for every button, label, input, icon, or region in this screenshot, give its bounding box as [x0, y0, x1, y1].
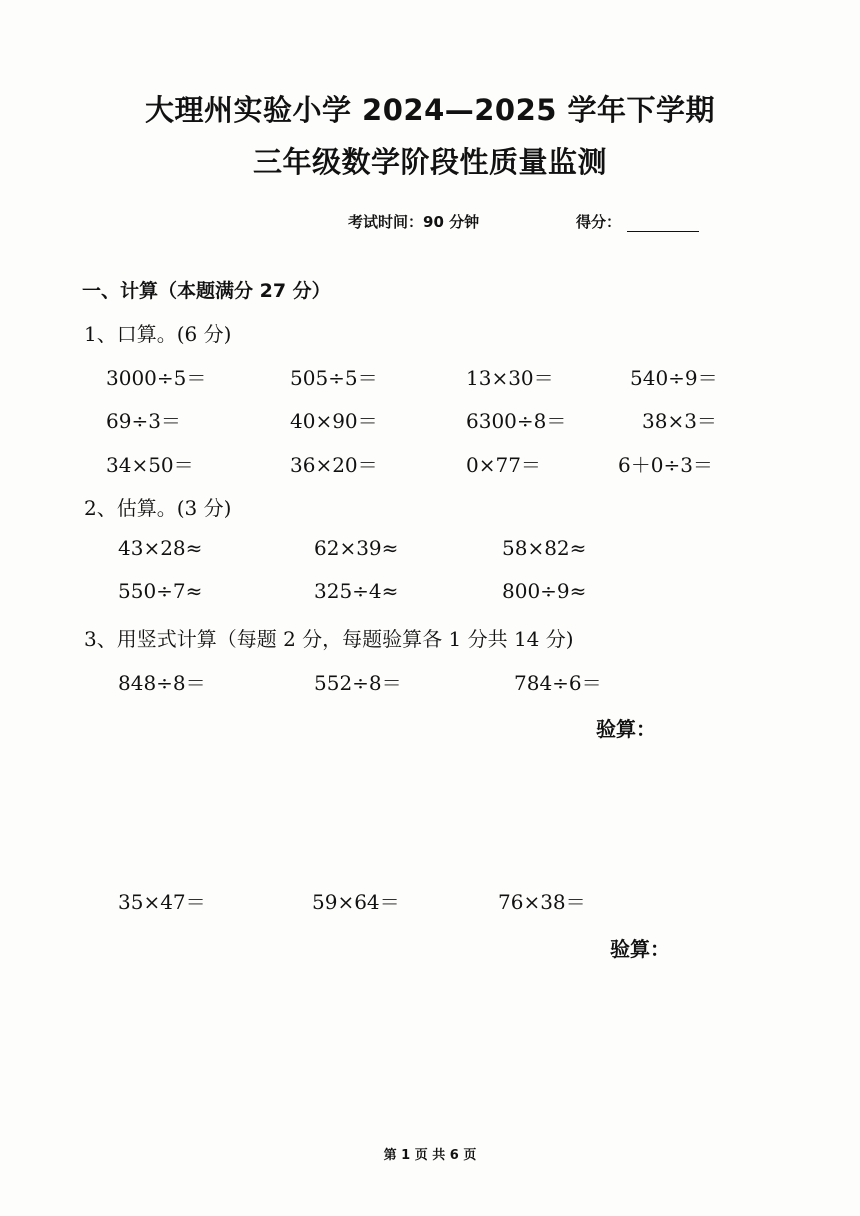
- problem-1-8: 38×3＝: [642, 409, 717, 433]
- page-number: 第 1 页 共 6 页: [383, 1148, 477, 1163]
- problem-1-9: 34×50＝: [106, 453, 194, 477]
- part-1-heading: 1、口算。(6 分): [84, 322, 232, 346]
- vertical-calc-5: 59×64＝: [312, 890, 400, 914]
- vertical-calc-2: 552÷8＝: [314, 671, 402, 695]
- check-label-1: 验算：: [596, 717, 656, 741]
- problem-1-11: 0×77＝: [466, 453, 541, 477]
- problem-1-10: 36×20＝: [290, 453, 378, 477]
- score-blank: [627, 215, 699, 232]
- estimate-5: 325÷4≈: [314, 579, 399, 603]
- estimate-2: 62×39≈: [314, 536, 399, 560]
- vertical-calc-6: 76×38＝: [498, 890, 586, 914]
- problem-1-6: 40×90＝: [290, 409, 378, 433]
- problem-1-2: 505÷5＝: [290, 366, 378, 390]
- score-label: 得分：: [576, 213, 622, 231]
- problem-1-1: 3000÷5＝: [106, 366, 207, 390]
- exam-time: 考试时间：90 分钟: [348, 213, 480, 231]
- vertical-calc-4: 35×47＝: [118, 890, 206, 914]
- score-field: [576, 211, 699, 232]
- part-3-heading: 3、用竖式计算（每题 2 分，每题验算各 1 分共 14 分): [84, 627, 574, 651]
- problem-1-4: 540÷9＝: [630, 366, 718, 390]
- check-label-2: 验算：: [610, 937, 670, 961]
- title-line-1: 大理州实验小学 2024—2025 学年下学期: [144, 93, 716, 127]
- vertical-calc-1: 848÷8＝: [118, 671, 206, 695]
- estimate-6: 800÷9≈: [502, 579, 587, 603]
- vertical-calc-3: 784÷6＝: [514, 671, 602, 695]
- problem-1-12: 6＋0÷3＝: [618, 453, 713, 477]
- part-2-heading: 2、估算。(3 分): [84, 496, 232, 520]
- title-line-2: 三年级数学阶段性质量监测: [252, 145, 607, 179]
- problem-1-7: 6300÷8＝: [466, 409, 567, 433]
- estimate-4: 550÷7≈: [118, 579, 203, 603]
- estimate-3: 58×82≈: [502, 536, 587, 560]
- section-1-heading: 一、计算（本题满分 27 分）: [82, 280, 331, 302]
- estimate-1: 43×28≈: [118, 536, 203, 560]
- problem-1-5: 69÷3＝: [106, 409, 181, 433]
- problem-1-3: 13×30＝: [466, 366, 554, 390]
